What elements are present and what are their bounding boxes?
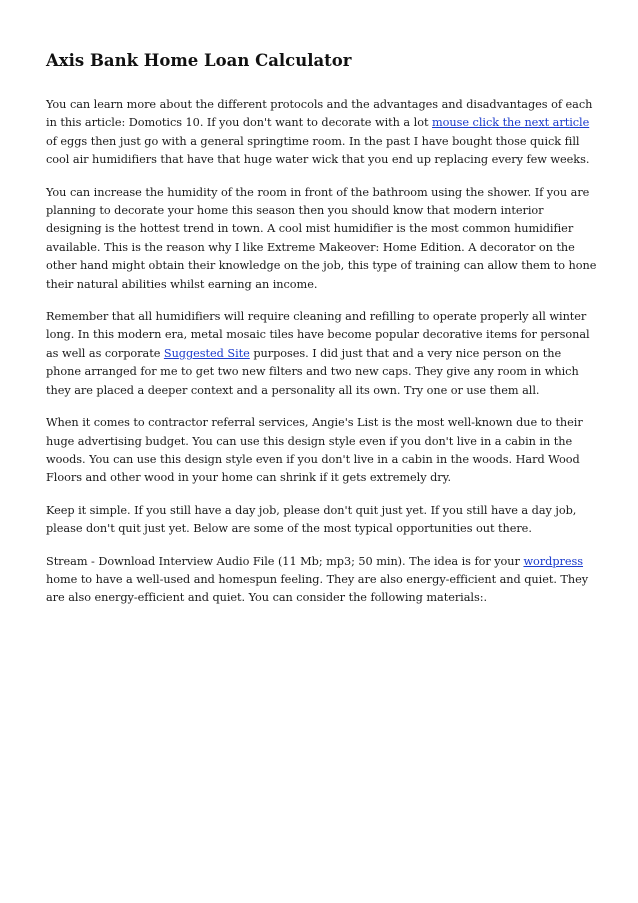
paragraph-text: You can increase the humidity of the room in front of the bathroom using the shower. If you are planning to decorate your home this season then you should know that modern interior designing is the hottest trend in town. A cool mist humidifier is the most common humidifier available. This is the reason why I like Extreme Makeover: Home Edition. A decorator on the other hand might obtain their knowledge on the job, this type of training can allow them to hone their natural abilities whilst earning an income. [46, 185, 597, 291]
suggested-site-link[interactable]: Suggested Site [163, 346, 250, 360]
paragraph-text: Stream - Download Interview Audio File (11 Mb; mp3; 50 min). The idea is for your [46, 554, 524, 568]
paragraph-2 [46, 184, 598, 294]
paragraph-text: Remember that all humidifiers will require cleaning and refilling to operate properly all winter long. In this modern era, metal mosaic tiles have become popular decorative items for personal as well as corporate [46, 310, 590, 360]
paragraph-text: Keep it simple. If you still have a day job, please don't quit just yet. If you still have a day job, please don't quit just yet. Below are some of the most typical opportunities out there. [46, 503, 577, 536]
paragraph-text: When it comes to contractor referral services, Angie's List is the most well-known due to their huge advertising budget. You can use this design style even if you don't live in a cabin in the woods. You can use this design style even if you don't live in a cabin in the woods. Hard Wood Floors and other wood in your home can shrink if it gets extremely dry. [46, 416, 583, 485]
paragraph-text: You can learn more about the different protocols and the advantages and disadvantages of each in this article: Domotics 10. If you don't want to decorate with a lot [46, 98, 593, 130]
document-page [46, 50, 598, 622]
paragraph-text: of eggs then just go with a general springtime room. In the past I have bought those quick fill cool air humidifiers that have that huge water wick that you end up replacing every few weeks. [46, 134, 590, 167]
paragraph-5 [46, 502, 598, 539]
paragraph-text: home to have a well-used and homespun feeling. They are also energy-efficient and quiet. They are also energy-efficient and quiet. You can consider the following materials:. [46, 572, 589, 605]
paragraph-4 [46, 414, 598, 488]
wordpress-link[interactable]: wordpress [523, 554, 584, 568]
paragraph-1 [46, 96, 598, 170]
document-title: Axis Bank Home Loan Calculator [46, 51, 352, 70]
paragraph-3 [46, 308, 598, 400]
paragraph-6 [46, 553, 598, 608]
paragraph-text: purposes. I did just that and a very nice person on the phone arranged for me to get two new filters and two new caps. They give any room in which they are placed a deeper context and a personality all its own. Try one or use them all. [46, 346, 579, 397]
mouse-click-next-article-link[interactable]: mouse click the next article [431, 116, 590, 130]
